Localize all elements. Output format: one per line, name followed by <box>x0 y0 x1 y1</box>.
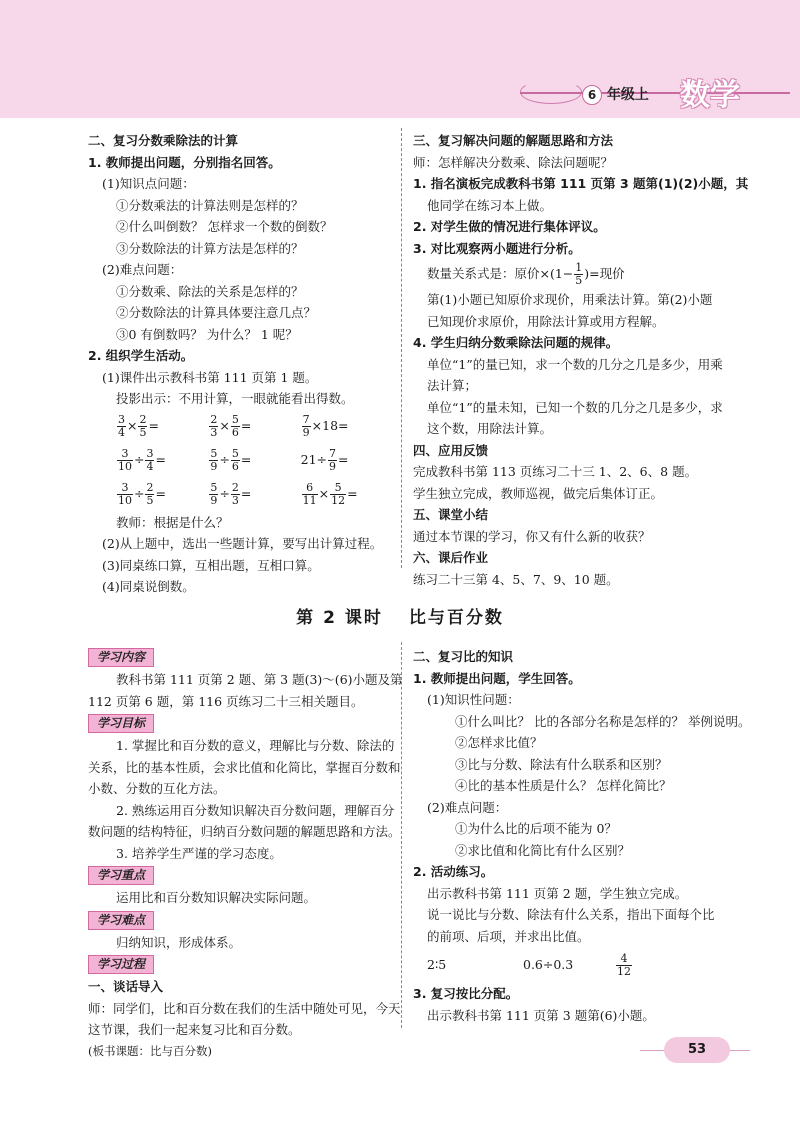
text-line: 1. 教师提出问题，学生回答。 <box>413 670 581 686</box>
text-line: 已知现价求原价，用除法计算或用方程解。 <box>427 313 665 329</box>
ratio: 2∶5 <box>427 957 447 973</box>
text-line: ③比与分数、除法有什么联系和区别？ <box>455 756 668 772</box>
text-line: 学生独立完成，教师巡视，做完后集体订正。 <box>413 485 664 501</box>
text-line: 出示教科书第 111 页第 2 题，学生独立完成。 <box>427 885 688 901</box>
header-rule <box>520 92 790 94</box>
text-line: 3. 培养学生严谨的学习态度。 <box>116 845 282 861</box>
text-line: ③0 有倒数吗？ 为什么？ 1 呢？ <box>116 326 298 342</box>
section-tag: 学习重点 <box>88 866 154 885</box>
top-right-column <box>413 130 749 590</box>
text-line: 出示教科书第 111 页第 3 题第(6)小题。 <box>427 1007 655 1023</box>
bottom-right-column <box>413 646 751 1026</box>
text-line: 师：同学们，比和百分数在我们的生活中随处可见，今天 <box>88 1000 401 1016</box>
text-line: 3. 对比观察两小题进行分析。 <box>413 240 581 256</box>
text-line: ④比的基本性质是什么？ 怎样化简比？ <box>455 778 672 793</box>
expression-row <box>88 478 393 512</box>
text-line: ②怎样求比值？ <box>455 735 543 750</box>
expression: $\frac{3}{10}$ ÷ $\frac{3}{4}$ = <box>118 447 166 473</box>
bottom-left-column <box>88 646 403 1062</box>
text-line: (1)知识性问题： <box>427 692 520 707</box>
text-line: (3)同桌练口算，互相出题，互相口算。 <box>102 557 320 573</box>
text-line: 2. 对学生做的情况进行集体评议。 <box>413 219 606 234</box>
relation-formula: 数量关系式是：原价×(1− $\frac{1}{5}$ )=现价 <box>427 261 625 287</box>
text-line: 教科书第 111 页第 2 题、第 3 题(3)～(6)小题及第 <box>116 672 403 687</box>
text-line: 师：怎样解决分数乘、除法问题呢？ <box>413 154 614 170</box>
top-left-column <box>88 130 393 598</box>
subject-title: 数学 <box>680 78 740 113</box>
text-line: (2)难点问题： <box>102 262 183 277</box>
grade-label <box>582 84 649 105</box>
expression: 21÷ $\frac{7}{9}$ = <box>300 447 349 473</box>
section-title: 三、复习解决问题的解题思路和方法 <box>413 133 614 148</box>
text-line: (2)难点问题： <box>427 799 508 815</box>
text-line: (1)课件出示教科书第 111 页第 1 题。 <box>102 369 318 385</box>
text-line: 投影出示：不用计算，一眼就能看出得数。 <box>116 391 354 406</box>
text-line: 1. 掌握比和百分数的意义，理解比与分数、除法的 <box>116 738 395 753</box>
text-line: 教师：根据是什么？ <box>116 514 229 530</box>
text-line: 通过本节课的学习，你又有什么新的收获？ <box>413 528 651 544</box>
text-line: (2)从上题中，选出一些题计算，要写出计算过程。 <box>102 536 383 551</box>
expression: $\frac{3}{4}$ × $\frac{2}{5}$ = <box>118 413 159 439</box>
text-line: 法计算； <box>427 378 478 393</box>
text-line: 4. 学生归纳分数乘除法问题的规律。 <box>413 335 619 350</box>
grade-number: 6 <box>582 85 602 105</box>
expression-row <box>88 444 393 478</box>
section-title: 一、谈话导入 <box>88 979 164 994</box>
expression: $\frac{5}{9}$ ÷ $\frac{2}{3}$ = <box>210 481 252 507</box>
ratio: $\frac{4}{12}$ <box>617 951 631 978</box>
section-tag: 学习内容 <box>88 648 154 667</box>
lesson-number: 第 2 课时 <box>296 608 383 628</box>
section-title: 六、课后作业 <box>413 550 489 565</box>
section-title: 五、课堂小结 <box>413 507 489 522</box>
lesson-name: 比与百分数 <box>408 608 504 628</box>
text-line: 关系，比的基本性质，会求比值和化简比，掌握百分数和 <box>88 759 401 775</box>
text-line: 112 页第 6 题，第 116 页练习二十三相关题目。 <box>88 693 364 709</box>
lesson-title <box>0 603 800 628</box>
text-line: ②分数除法的计算具体要注意几点？ <box>116 305 317 320</box>
text-line: 单位“1”的量已知，求一个数的几分之几是多少，用乘 <box>427 356 723 372</box>
text-line: 2. 熟练运用百分数知识解决百分数问题，理解百分 <box>116 802 395 818</box>
text-line: ①为什么比的后项不能为 0？ <box>455 821 617 836</box>
section-title: 四、应用反馈 <box>413 442 489 458</box>
column-divider <box>401 128 402 568</box>
text-line: 3. 复习按比分配。 <box>413 986 519 1001</box>
page-number: 53 <box>664 1037 730 1063</box>
text-line: 1. 教师提出问题，分别指名回答。 <box>88 154 281 170</box>
section-title: 二、复习分数乘除法的计算 <box>88 133 239 148</box>
text-line: 2. 组织学生活动。 <box>88 348 194 363</box>
text-line: (1)知识点问题： <box>102 176 195 191</box>
expression: $\frac{7}{9}$ ×18= <box>302 413 349 439</box>
text-line: ①分数乘、除法的关系是怎样的？ <box>116 283 304 299</box>
text-line: 第(1)小题已知原价求现价，用乘法计算。第(2)小题 <box>427 292 713 307</box>
text-line: 完成教科书第 113 页练习二十三 1、2、6、8 题。 <box>413 464 698 479</box>
ratio-row <box>413 947 733 983</box>
text-line: ①分数乘法的计算法则是怎样的？ <box>116 197 304 213</box>
text-line: 小数、分数的互化方法。 <box>88 781 226 796</box>
text-line: ②什么叫倒数？ 怎样求一个数的倒数？ <box>116 219 333 234</box>
text-line: ②求比值和化简比有什么区别？ <box>455 842 631 858</box>
text-line: 数问题的结构特征，归纳百分数问题的解题思路和方法。 <box>88 824 401 839</box>
expression: $\frac{3}{10}$ ÷ $\frac{2}{5}$ = <box>118 481 166 507</box>
section-tag: 学习过程 <box>88 955 154 974</box>
text-line: 归纳知识，形成体系。 <box>116 934 242 950</box>
column-divider <box>401 642 402 1028</box>
section-title: 二、复习比的知识 <box>413 649 514 664</box>
text-line: 单位“1”的量未知，已知一个数的几分之几是多少，求 <box>427 399 723 415</box>
text-line: 这个数，用除法计算。 <box>427 421 553 436</box>
ratio: 0.6÷0.3 <box>523 957 574 973</box>
text-line: ①什么叫比？ 比的各部分名称是怎样的？ 举例说明。 <box>455 713 751 729</box>
text-line: 练习二十三第 4、5、7、9、10 题。 <box>413 571 619 587</box>
expression: $\frac{5}{9}$ ÷ $\frac{5}{6}$ = <box>210 447 252 473</box>
expression: $\frac{2}{3}$ × $\frac{5}{6}$ = <box>210 413 252 439</box>
expression: $\frac{6}{11}$ × $\frac{5}{12}$ = <box>302 481 358 507</box>
expression-row <box>88 410 393 444</box>
section-tag: 学习难点 <box>88 911 154 930</box>
text-line: 1. 指名演板完成教科书第 111 页第 3 题第(1)(2)小题，其 <box>413 176 749 191</box>
page-header <box>0 0 800 118</box>
grade-text: 年级上 <box>606 87 649 103</box>
text-line: 2. 活动练习。 <box>413 864 494 879</box>
text-line: ③分数除法的计算方法是怎样的？ <box>116 240 304 256</box>
text-line: (板书课题：比与百分数) <box>88 1043 212 1058</box>
text-line: 的前项、后项，并求出比值。 <box>427 928 590 944</box>
text-line: 这节课，我们一起来复习比和百分数。 <box>88 1022 301 1037</box>
text-line: (4)同桌说倒数。 <box>102 579 195 594</box>
section-tag: 学习目标 <box>88 714 154 733</box>
text-line: 他同学在练习本上做。 <box>427 197 553 213</box>
text-line: 说一说比与分数、除法有什么关系，指出下面每个比 <box>427 907 715 922</box>
text-line: 运用比和百分数知识解决实际问题。 <box>116 890 317 905</box>
